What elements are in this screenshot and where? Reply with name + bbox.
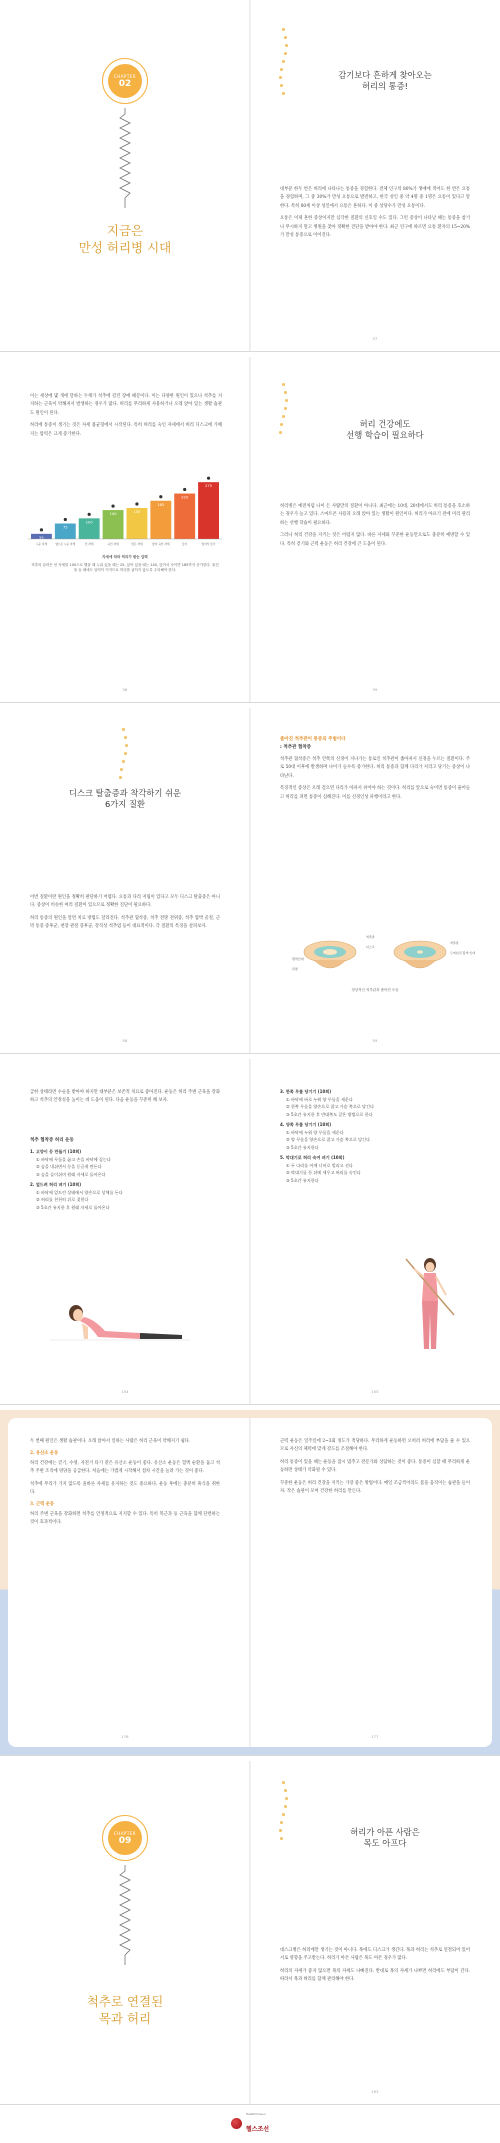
publisher-name: 헬스조선 xyxy=(245,2125,270,2133)
paragraph: 척추에 무리가 가지 않도록 올바른 자세를 유지하는 것도 중요하다. 운동 후에는 충분히 휴식을 취한다. xyxy=(30,1481,220,1496)
paragraph: 근력 운동은 일주일에 2~3회 정도가 적당하다. 무리하게 운동하면 오히려 허리에 부담을 줄 수 있으므로 자신의 체력에 맞게 강도를 조절해야 한다. xyxy=(280,1439,470,1453)
chart-caption: 척추의 압력은 선 자세를 100으로 했을 때 누워 있을 때는 25, 앉아 있을 때는 140, 앉아서 숙이면 185까지 증가한다. 물건을 들 때에도 압력이 커지므로 허리를 굽히지 않도록 주의해야 한다. xyxy=(31,563,219,573)
spine-zigzag-icon xyxy=(117,1865,133,1965)
exercise-step: ② 한쪽 무릎을 양손으로 잡고 가슴 쪽으로 당긴다 xyxy=(286,1104,374,1109)
chart-page xyxy=(0,357,250,702)
body-text xyxy=(280,1947,470,1989)
body-text xyxy=(280,186,470,244)
paragraph: 대부분 한두 번은 허리에 나타나는 통증을 경험한다. 전체 인구의 80%가 생애에 적어도 한 번은 요통을 경험하며, 그 중 30%가 만성 요통으로 발전하고, 한국 성인 중 약 4명 중 1명은 요통이 있다고 말한다. 특히 80세 이상 성인에서 요통은 흔하다. 이 중 상당수가 만성 요통이다. xyxy=(280,187,470,209)
exercise-heading: 3. 한쪽 무릎 당기기 (10회) xyxy=(280,1089,332,1094)
illustration-label: 두꺼워진 황색 인대 xyxy=(450,951,476,955)
bar-value-label: 275 xyxy=(205,484,212,489)
paragraph: 허리 건강에는 걷기, 수영, 자전거 타기 같은 유산소 운동이 좋다. 유산소 운동은 혈액 순환을 돕고 척추 주변 조직에 영양을 공급한다. 처음에는 가볍게 시작해서 점차 시간을 늘려 가는 것이 좋다. xyxy=(30,1460,220,1475)
exercise-step: ③ 5초간 유지한다 xyxy=(286,1177,319,1183)
page-number: 58 xyxy=(122,1039,128,1043)
text-page xyxy=(0,1410,250,1755)
paragraph: 두 번째 원인은 생활 습관이다. 오래 앉아서 일하는 사람은 허리 근육이 약해지기 쉽다. xyxy=(30,1439,191,1444)
publisher-sub: HealthChosun xyxy=(245,2111,266,2116)
book-spread-2 xyxy=(0,357,500,703)
posture-figure-icon xyxy=(111,504,114,507)
publisher-mark-icon xyxy=(231,2118,242,2129)
book-spread-5 xyxy=(0,1410,500,1756)
page-number: 105 xyxy=(371,1390,379,1394)
body-text xyxy=(280,1438,470,1500)
page-number: 37 xyxy=(372,337,378,341)
bar-value-label: 150 xyxy=(133,510,141,514)
page-number: 38 xyxy=(122,688,128,692)
book-spread-4 xyxy=(0,1059,500,1405)
paragraph: 허리의 자세가 좋지 않으면 목의 자세도 나빠진다. 반대로 목의 자세가 나쁘면 허리에도 부담이 간다. 따라서 목과 허리를 함께 관리해야 한다. xyxy=(280,1968,470,1983)
section-title xyxy=(290,1827,480,1849)
chapter-title-line-1: 지금은 xyxy=(106,223,144,238)
section-title-line-1: 디스크 탈출증과 착각하기 쉬운 xyxy=(68,788,182,798)
paragraph: 허리 통증의 원인을 알면 치료 방법도 달라진다. 척추관 협착증, 척추 전방 전위증, 척추 압박 골절, 근막 통증 증후군, 천장 관절 증후군, 강직성 척추염 등이 대표적이다. 각 질환의 특징을 살펴보자. xyxy=(30,915,220,930)
publisher-logo xyxy=(0,2108,500,2138)
posture-pressure-chart xyxy=(28,465,222,553)
illustration-label: 관절 xyxy=(292,967,298,971)
section-title-line-1: 허리가 아픈 사람은 xyxy=(350,1827,420,1837)
exercise-step: ① 바닥에 누워 양 무릎을 세운다 xyxy=(286,1129,344,1135)
category-label: 누운 자세 xyxy=(35,542,48,546)
exercise-step: ① 바닥에 엎드린 상태에서 양손으로 상체를 든다 xyxy=(36,1189,123,1195)
dots-ornament xyxy=(270,28,300,108)
text-page xyxy=(250,1410,500,1755)
bar-value-label: 75 xyxy=(63,525,68,530)
category-label: 앉아 숙인 자세 xyxy=(152,542,170,546)
chapter-label: CHAPTER xyxy=(113,73,137,79)
paragraph: 3. 근력 운동 xyxy=(30,1502,55,1508)
chapter-title-line-1: 척추로 연결된 xyxy=(86,1994,164,2009)
posture-figure-icon xyxy=(64,518,67,521)
spinal-canal-illustration xyxy=(278,930,476,984)
subsection-heading: 좁아진 척추관이 통증의 주범이다 xyxy=(280,737,346,742)
chapter-title xyxy=(0,1993,250,2027)
bar-value-label: 100 xyxy=(85,520,93,525)
paragraph: 요통은 이제 흔한 증상이지만 심각한 질환의 신호일 수도 있다. 그런 증상이 나타날 때는 통증을 참거나 무시하지 말고 병원을 찾아 정확한 진단을 받아야 한다. 최근 연구에 따르면 요통 환자의 15~20%가 만성 통증으로 이어진다. xyxy=(280,216,470,239)
body-text xyxy=(30,894,220,936)
body-text xyxy=(30,1438,220,1532)
body-text xyxy=(280,503,470,553)
body-text xyxy=(30,1089,220,1110)
chapter-number: 02 xyxy=(118,78,132,89)
exercise-list xyxy=(30,1145,220,1211)
exercise-step: ② 막대기를 등 뒤에 세우고 허리를 숙인다 xyxy=(286,1170,361,1175)
exercise-step: ③ 숨을 들이쉬며 원래 자세로 돌아온다 xyxy=(36,1171,106,1177)
chapter-badge xyxy=(108,64,142,98)
paragraph: 이번 질환이란 원인을 정확히 판단하기 어렵다. 요통과 다리 저림이 있다고 모두 디스크 탈출증은 아니다. 증상이 비슷한 여러 질환이 있으므로 정확한 진단이 필요하다. xyxy=(30,895,220,909)
posture-figure-icon xyxy=(88,513,91,516)
category-label: 선 자세 xyxy=(84,542,94,546)
chapter-title-line-2: 만성 허리병 시대 xyxy=(78,240,172,255)
exercise-heading: 2. 엎드려 허리 펴기 (10회) xyxy=(30,1182,82,1187)
bar xyxy=(174,494,195,539)
section-title-line-1: 감기보다 흔하게 찾아오는 xyxy=(338,70,432,80)
section-title-line-2: 6가지 질환 xyxy=(105,799,145,809)
category-label: 앉아서 들기 xyxy=(201,542,216,546)
illustration-labels-right xyxy=(450,940,475,955)
exercise-step: ③ 5초간 유지한 후 원래 자세로 돌아온다 xyxy=(36,1204,110,1210)
exercise-step: ② 양 무릎을 양손으로 잡고 가슴 쪽으로 당긴다 xyxy=(286,1137,370,1142)
section-title-line-2: 목도 아프다 xyxy=(363,1838,407,1848)
paragraph: 특징적인 증상은 오래 걸으면 다리가 아파서 쉬어야 하는 것이다. 허리를 앞으로 숙이면 통증이 줄어들고 허리를 펴면 통증이 심해진다. 이를 신경인성 파행이라고 한다. xyxy=(280,786,470,800)
bar-value-label: 140 xyxy=(109,512,117,517)
paragraph: 허리병은 예전처럼 나이 든 사람만의 질환이 아니다. 최근에는 10대, 20대에서도 허리 통증을 호소하는 경우가 늘고 있다. 스마트폰 사용과 오래 앉아 있는 생활이 원인이다. 허리가 아프기 전에 미리 관리하는 선행 학습이 필요하다. xyxy=(280,504,470,526)
category-label: 옆으로 누운 자세 xyxy=(55,542,76,546)
chapter-number: 09 xyxy=(118,1835,132,1846)
spine-zigzag-icon xyxy=(117,108,133,208)
exercise-step: ③ 5초간 유지한다 xyxy=(286,1144,319,1150)
page-number: 39 xyxy=(372,688,378,692)
illustration-label: 디스크 xyxy=(366,945,375,949)
illustration-label: 황색인대 xyxy=(292,957,304,961)
section-title-line-2: 허리의 통증! xyxy=(361,81,409,91)
book-spread-3 xyxy=(0,708,500,1054)
text-page xyxy=(250,1761,500,2104)
paragraph: 이는 세상에 몇 개에 달하는 두께가 척추에 걸린 장애 때문이다. 이는 다양한 원인이 있으나 척추를 지지하는 근육이 약해져서 발생하는 경우가 많다. 허리를 무리하게 사용하거나 오래 앉아 있는 생활 습관도 원인이 된다. xyxy=(30,394,222,416)
exercise-step: ① 바닥에 무릎을 꿇고 손을 바닥에 짚는다 xyxy=(36,1156,111,1162)
page-number: 59 xyxy=(372,1039,378,1043)
bar-value-label: 220 xyxy=(181,495,189,500)
figure-caption: 정상적인 척추관과 좁아진 모습 xyxy=(351,988,399,992)
category-label: 앉은 자세 xyxy=(131,542,143,546)
section-title-line-1: 허리 건강에도 xyxy=(359,419,411,429)
cobra-pose-illustration xyxy=(50,1295,190,1345)
exercise-step: ② 허리를 천천히 뒤로 젖힌다 xyxy=(36,1197,89,1202)
exercise-title: 척추 협착증 허리 운동 xyxy=(30,1138,74,1143)
text-page xyxy=(250,357,500,702)
page-number: 176 xyxy=(121,1735,129,1739)
bar-value-label: 185 xyxy=(157,502,165,507)
body-text xyxy=(280,756,470,806)
chapter-badge xyxy=(108,1821,142,1855)
chapter-title xyxy=(0,222,250,256)
subsection-subheading: : 척추관 협착증 xyxy=(280,745,312,750)
illustration-label: 척추관 xyxy=(450,941,459,945)
section-title-line-2: 선행 학습이 필요하다 xyxy=(346,430,424,440)
exercise-heading: 1. 고양이 등 만들기 (10회) xyxy=(30,1149,82,1154)
posture-figure-icon xyxy=(183,488,186,491)
text-page xyxy=(250,0,500,351)
exercise-heading: 5. 막대기로 허리 숙여 펴기 (10회) xyxy=(280,1155,345,1160)
section-title xyxy=(25,788,225,810)
page-number: 104 xyxy=(121,1390,129,1394)
exercise-page xyxy=(0,1059,250,1404)
paragraph: 대스크병은 허리에만 생기는 것이 아니다. 목에도 디스크가 생긴다. 목과 허리는 척추로 연결되어 있어 서로 영향을 주고받는다. 허리가 아픈 사람은 목도 아픈 경우가 많다. xyxy=(280,1948,470,1962)
chart-title: 자세에 따라 허리가 받는 압력 xyxy=(102,555,148,559)
posture-figure-icon xyxy=(135,502,138,505)
section-title xyxy=(290,70,480,92)
bar-value-label: 25 xyxy=(39,535,44,540)
stick-stretch-illustration xyxy=(400,1255,460,1355)
chapter-opener-page xyxy=(0,1761,250,2104)
book-spread-6 xyxy=(0,1761,500,2105)
paragraph: 척추관 협착증은 척추 안쪽의 신경이 지나가는 통로인 척추관이 좁아져서 신경을 누르는 질환이다. 주로 50대 이후에 발생하며 나이가 들수록 증가한다. 허리 통증과 함께 다리가 저리고 당기는 증상이 나타난다. xyxy=(280,757,470,779)
chapter-label: CHAPTER xyxy=(113,1830,137,1836)
exercise-page xyxy=(250,1059,500,1404)
paragraph: 2. 유산소 운동 xyxy=(30,1451,59,1457)
text-page xyxy=(250,708,500,1053)
paragraph: 허리 주변 근육을 강화하면 척추를 안정적으로 지지할 수 있다. 특히 복근과 등 근육을 함께 단련하는 것이 효과적이다. xyxy=(30,1511,220,1526)
exercise-step: ③ 5초간 유지한 후 반대쪽도 같은 방법으로 한다 xyxy=(286,1111,373,1117)
chapter-opener-page xyxy=(0,0,250,351)
exercise-heading: 4. 양쪽 무릎 당기기 (10회) xyxy=(280,1122,332,1127)
section-title xyxy=(290,419,480,441)
posture-figure-icon xyxy=(207,477,210,480)
text-page xyxy=(0,708,250,1053)
paragraph: 그러나 허리 건강을 지키는 것은 어렵지 않다. 바른 자세와 꾸준한 운동만으로도 충분히 예방할 수 있다. 특히 걷기와 근력 운동은 허리 건강에 큰 도움이 된다. xyxy=(280,533,470,547)
illustration-label: 척추관 xyxy=(366,935,375,939)
category-label: 들기 xyxy=(182,542,188,546)
body-text xyxy=(30,393,222,443)
exercise-list xyxy=(280,1085,470,1184)
chapter-title-line-2: 목과 허리 xyxy=(98,2011,152,2026)
paragraph: 허리 통증이 있을 때는 운동을 잠시 멈추고 전문가와 상담하는 것이 좋다. 통증이 심할 때 무리하게 운동하면 상태가 악화될 수 있다. xyxy=(280,1459,470,1474)
exercise-step: ② 숨을 내쉬면서 등을 둥글게 만든다 xyxy=(36,1164,102,1169)
page-number: 193 xyxy=(371,2090,379,2094)
paragraph: 급한 상태라면 수술을 받아야 하지만 대부분은 보존적 치료로 좋아진다. 운동은 허리 주변 근육을 강화하고 척추의 안정성을 높이는 데 도움이 된다. 다음 운동을 꾸준히 해 보자. xyxy=(30,1090,220,1104)
exercise-step: ① 바닥에 바로 누워 양 무릎을 세운다 xyxy=(286,1096,353,1102)
bar xyxy=(198,482,219,539)
book-spread-1 xyxy=(0,0,500,352)
page-number: 177 xyxy=(371,1735,379,1739)
category-label: 숙인 자세 xyxy=(107,542,119,546)
paragraph: 허리에 통증이 생기는 것은 자세 불균형에서 시작된다. 특히 허리를 숙인 자세에서 허리 디스크에 가해지는 압력은 크게 증가한다. xyxy=(30,423,222,437)
dots-ornament xyxy=(270,1781,300,1861)
posture-figure-icon xyxy=(40,528,43,531)
posture-figure-icon xyxy=(159,495,162,498)
exercise-step: ① 두 다리를 어깨 너비로 벌리고 선다 xyxy=(286,1162,353,1168)
paragraph: 꾸준한 운동은 허리 건강을 지키는 가장 좋은 방법이다. 매일 조금씩이라도 몸을 움직이는 습관을 들이자. 작은 습관이 모여 건강한 허리를 만든다. xyxy=(280,1480,470,1495)
